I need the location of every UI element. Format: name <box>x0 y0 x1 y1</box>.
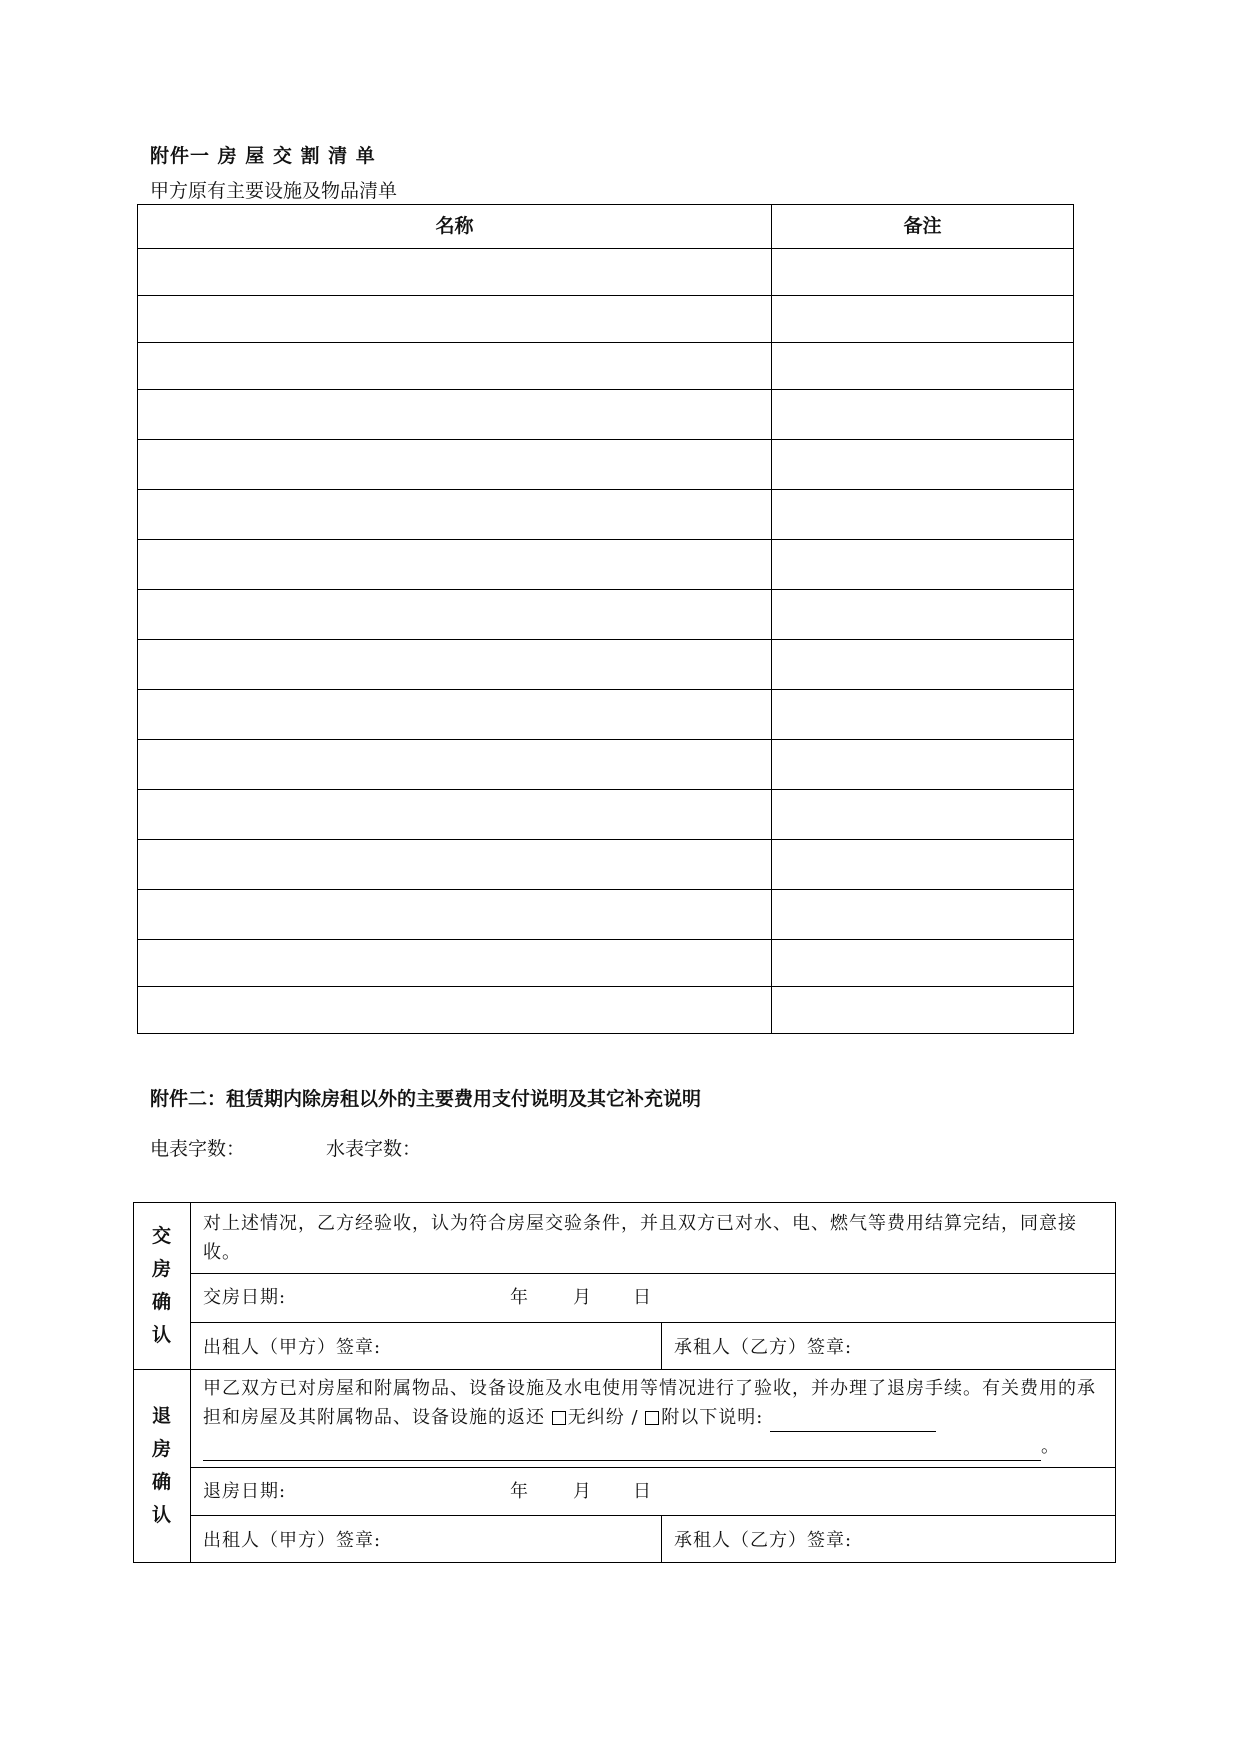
item-remarks-cell[interactable] <box>772 249 1074 296</box>
checkout-date-label: 退房日期: <box>203 1481 287 1502</box>
table-row <box>138 940 1074 987</box>
label-char: 认 <box>151 1504 172 1526</box>
handover-statement: 对上述情况，乙方经验收，认为符合房屋交验条件，并且双方已对水、电、燃气等费用结算完结，同意接收。 <box>191 1203 1116 1274</box>
handover-lessor-signature[interactable]: 出租人（甲方）签章: <box>191 1323 662 1370</box>
table-row <box>138 790 1074 840</box>
item-remarks-cell[interactable] <box>772 890 1074 940</box>
year-label: 年 <box>510 1287 529 1308</box>
item-name-cell[interactable] <box>138 343 772 390</box>
table-row <box>138 390 1074 440</box>
item-remarks-cell[interactable] <box>772 440 1074 490</box>
table-row <box>138 490 1074 540</box>
label-char: 交 <box>151 1225 172 1247</box>
checkout-statement <box>191 1370 1116 1468</box>
item-name-cell[interactable] <box>138 390 772 440</box>
item-remarks-cell[interactable] <box>772 640 1074 690</box>
year-label: 年 <box>510 1481 529 1502</box>
checkout-lessee-signature[interactable]: 承租人（乙方）签章: <box>662 1516 1116 1563</box>
table-row <box>138 590 1074 640</box>
item-remarks-cell[interactable] <box>772 740 1074 790</box>
item-name-cell[interactable] <box>138 690 772 740</box>
item-name-cell[interactable] <box>138 249 772 296</box>
annex1-subtitle: 甲方原有主要设施及物品清单 <box>150 180 398 202</box>
item-remarks-cell[interactable] <box>772 590 1074 640</box>
checkout-statement-text: 甲乙双方已对房屋和附属物品、设备设施及水电使用等情况进行了验收，并办理了退房手续。有关费用的承担和房屋及其附属物品、设备设施的返还 <box>203 1378 1096 1428</box>
table-header-row <box>138 205 1074 249</box>
table-row <box>138 440 1074 490</box>
table-row <box>138 987 1074 1034</box>
checkout-date-field[interactable] <box>191 1468 1116 1516</box>
annex1-title: 附件一 房 屋 交 割 清 单 <box>150 145 376 167</box>
item-name-cell[interactable] <box>138 590 772 640</box>
item-name-cell[interactable] <box>138 440 772 490</box>
item-name-cell[interactable] <box>138 540 772 590</box>
no-dispute-checkbox[interactable] <box>552 1411 566 1425</box>
table-row <box>138 249 1074 296</box>
item-remarks-cell[interactable] <box>772 940 1074 987</box>
checkout-lessor-signature[interactable]: 出租人（甲方）签章: <box>191 1516 662 1563</box>
item-name-cell[interactable] <box>138 940 772 987</box>
no-dispute-label: 无纠纷 <box>567 1407 625 1428</box>
item-name-cell[interactable] <box>138 640 772 690</box>
table-row <box>138 343 1074 390</box>
meter-readings <box>150 1134 421 1161</box>
table-row <box>138 690 1074 740</box>
label-char: 认 <box>151 1324 172 1346</box>
item-remarks-cell[interactable] <box>772 343 1074 390</box>
item-name-cell[interactable] <box>138 490 772 540</box>
month-label: 月 <box>573 1287 592 1308</box>
item-remarks-cell[interactable] <box>772 490 1074 540</box>
checkout-confirm-label <box>134 1370 191 1563</box>
table-row <box>138 840 1074 890</box>
item-remarks-cell[interactable] <box>772 790 1074 840</box>
item-remarks-cell[interactable] <box>772 840 1074 890</box>
table-row <box>138 740 1074 790</box>
label-char: 退 <box>151 1405 172 1427</box>
handover-lessee-signature[interactable]: 承租人（乙方）签章: <box>662 1323 1116 1370</box>
month-label: 月 <box>573 1481 592 1502</box>
day-label: 日 <box>633 1481 652 1502</box>
see-below-label: 附以下说明: <box>661 1407 764 1428</box>
item-remarks-cell[interactable] <box>772 987 1074 1034</box>
statement-end-mark: 。 <box>1041 1436 1060 1457</box>
item-name-cell[interactable] <box>138 790 772 840</box>
water-meter-label: 水表字数： <box>326 1138 422 1160</box>
handover-confirm-label <box>134 1203 191 1370</box>
explanation-blank-line[interactable] <box>770 1409 936 1432</box>
column-header-name: 名称 <box>138 205 772 249</box>
item-name-cell[interactable] <box>138 890 772 940</box>
item-remarks-cell[interactable] <box>772 690 1074 740</box>
see-below-checkbox[interactable] <box>645 1411 659 1425</box>
handover-date-label: 交房日期: <box>203 1287 287 1308</box>
table-row <box>138 540 1074 590</box>
label-char: 确 <box>151 1471 172 1493</box>
table-row <box>138 640 1074 690</box>
table-row <box>138 296 1074 343</box>
item-name-cell[interactable] <box>138 740 772 790</box>
item-name-cell[interactable] <box>138 987 772 1034</box>
facility-inventory-table <box>137 204 1074 1034</box>
handover-date-field[interactable] <box>191 1274 1116 1323</box>
item-remarks-cell[interactable] <box>772 296 1074 343</box>
option-separator: / <box>631 1407 639 1428</box>
label-char: 确 <box>151 1291 172 1313</box>
label-char: 房 <box>151 1438 172 1460</box>
annex2-title: 附件二：租赁期内除房租以外的主要费用支付说明及其它补充说明 <box>150 1088 702 1110</box>
item-name-cell[interactable] <box>138 296 772 343</box>
item-remarks-cell[interactable] <box>772 540 1074 590</box>
confirmation-table <box>133 1202 1116 1563</box>
explanation-blank-line-2[interactable] <box>203 1438 1041 1461</box>
day-label: 日 <box>633 1287 652 1308</box>
electric-meter-label: 电表字数： <box>150 1138 246 1160</box>
table-row <box>138 890 1074 940</box>
column-header-remarks: 备注 <box>772 205 1074 249</box>
item-remarks-cell[interactable] <box>772 390 1074 440</box>
item-name-cell[interactable] <box>138 840 772 890</box>
label-char: 房 <box>151 1258 172 1280</box>
